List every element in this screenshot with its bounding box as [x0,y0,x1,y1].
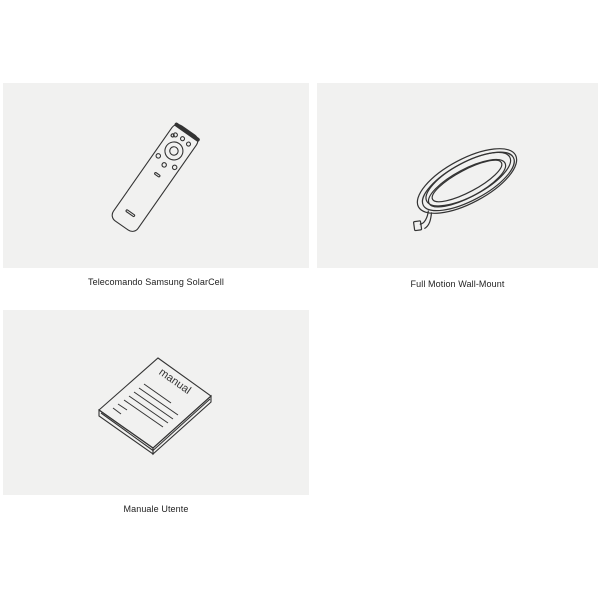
cable-coil-icon [317,83,598,268]
caption-wall-mount: Full Motion Wall-Mount [410,279,505,289]
accessory-tile-wall-mount [317,83,598,268]
caption-manual: Manuale Utente [123,504,189,514]
accessory-tile-manual [3,310,309,495]
manual-cover-text: manual [156,366,193,397]
accessory-tile-remote [3,83,309,268]
manual-book-icon [3,310,309,495]
remote-control-icon [3,83,309,268]
caption-remote: Telecomando Samsung SolarCell [88,277,224,287]
